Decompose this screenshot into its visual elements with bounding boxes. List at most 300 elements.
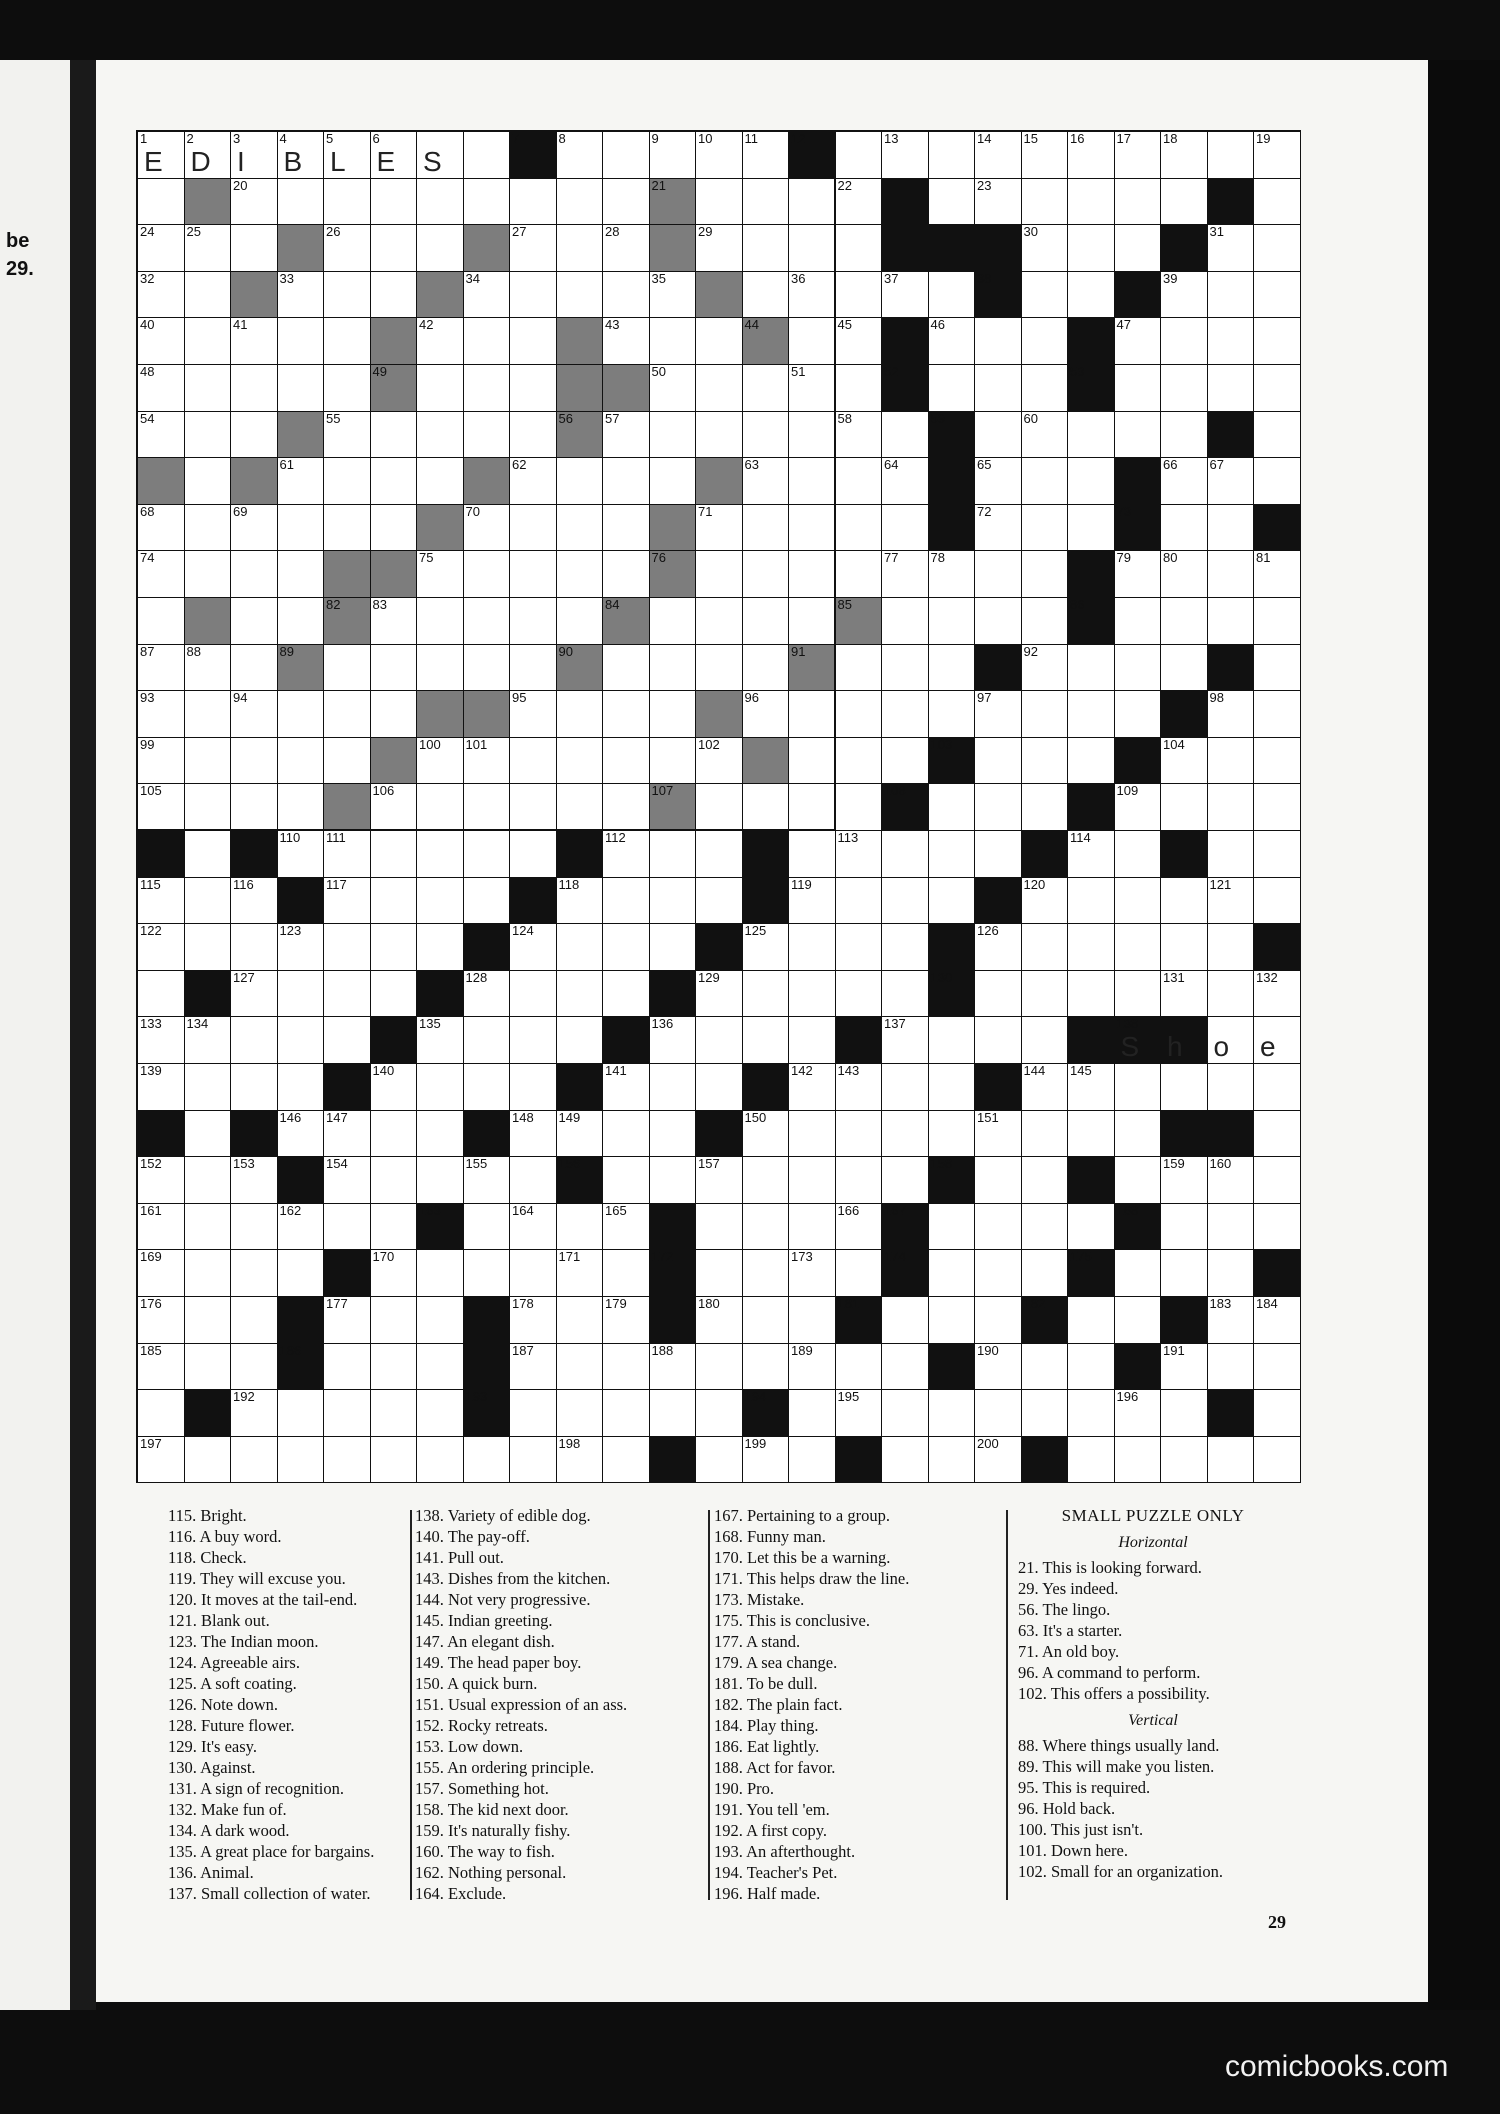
grid-cell[interactable] <box>836 225 883 272</box>
grid-cell[interactable] <box>603 551 650 598</box>
grid-cell[interactable] <box>138 784 185 831</box>
grid-cell[interactable] <box>371 1204 418 1251</box>
grid-cell[interactable] <box>371 598 418 645</box>
grid-cell[interactable] <box>1161 971 1208 1018</box>
grid-cell[interactable] <box>417 1297 464 1344</box>
grid-cell[interactable] <box>1115 924 1162 971</box>
grid-cell[interactable] <box>836 691 883 738</box>
grid-cell[interactable] <box>138 1437 185 1484</box>
grid-cell[interactable] <box>696 505 743 552</box>
grid-cell[interactable] <box>1022 551 1069 598</box>
grid-cell[interactable] <box>510 551 557 598</box>
grid-cell[interactable] <box>1161 318 1208 365</box>
grid-cell[interactable] <box>836 1204 883 1251</box>
grid-cell[interactable] <box>417 1390 464 1437</box>
grid-cell[interactable] <box>603 1344 650 1391</box>
grid-cell[interactable] <box>278 179 325 226</box>
grid-cell[interactable] <box>975 1111 1022 1158</box>
grid-cell[interactable] <box>603 1390 650 1437</box>
grid-cell[interactable] <box>278 1017 325 1064</box>
grid-cell[interactable] <box>743 691 790 738</box>
grid-cell[interactable] <box>1208 225 1255 272</box>
grid-cell[interactable] <box>1161 365 1208 412</box>
grid-cell[interactable] <box>464 1017 511 1064</box>
grid-cell[interactable] <box>1115 1390 1162 1437</box>
grid-cell[interactable] <box>789 225 836 272</box>
grid-cell[interactable] <box>603 412 650 459</box>
grid-cell[interactable] <box>1208 1204 1255 1251</box>
grid-cell[interactable] <box>975 1204 1022 1251</box>
grid-cell[interactable] <box>975 1390 1022 1437</box>
grid-cell[interactable] <box>1115 645 1162 692</box>
grid-cell[interactable] <box>696 365 743 412</box>
grid-cell[interactable] <box>185 784 232 831</box>
grid-cell[interactable] <box>743 1111 790 1158</box>
grid-cell[interactable] <box>324 831 371 878</box>
grid-cell[interactable] <box>743 1344 790 1391</box>
grid-cell[interactable] <box>464 365 511 412</box>
grid-cell[interactable] <box>650 878 697 925</box>
grid-cell[interactable] <box>231 225 278 272</box>
grid-cell[interactable] <box>696 1437 743 1484</box>
grid-cell[interactable] <box>557 132 604 179</box>
grid-cell[interactable] <box>975 1344 1022 1391</box>
grid-cell[interactable] <box>464 878 511 925</box>
grid-cell[interactable] <box>882 272 929 319</box>
grid-cell[interactable] <box>185 551 232 598</box>
grid-cell[interactable] <box>417 738 464 785</box>
grid-cell[interactable] <box>836 505 883 552</box>
grid-cell[interactable] <box>371 1250 418 1297</box>
grid-cell[interactable] <box>882 924 929 971</box>
grid-cell[interactable] <box>138 272 185 319</box>
grid-cell[interactable] <box>510 1157 557 1204</box>
grid-cell[interactable] <box>836 645 883 692</box>
grid-cell[interactable] <box>278 971 325 1018</box>
grid-cell[interactable] <box>789 1111 836 1158</box>
grid-cell[interactable] <box>1254 1344 1301 1391</box>
grid-cell[interactable] <box>371 179 418 226</box>
grid-cell[interactable] <box>603 1111 650 1158</box>
grid-cell[interactable] <box>1022 691 1069 738</box>
grid-cell[interactable] <box>371 1344 418 1391</box>
grid-cell[interactable] <box>650 318 697 365</box>
grid-cell[interactable] <box>138 412 185 459</box>
grid-cell[interactable] <box>650 1111 697 1158</box>
grid-cell[interactable] <box>789 831 836 878</box>
grid-cell[interactable] <box>603 924 650 971</box>
grid-cell[interactable] <box>371 225 418 272</box>
grid-cell[interactable] <box>1254 1111 1301 1158</box>
grid-cell[interactable] <box>1115 1297 1162 1344</box>
grid-cell[interactable] <box>278 1437 325 1484</box>
grid-cell[interactable] <box>231 318 278 365</box>
grid-cell[interactable] <box>975 784 1022 831</box>
grid-cell[interactable] <box>185 738 232 785</box>
grid-cell[interactable] <box>1254 458 1301 505</box>
grid-cell[interactable] <box>1161 1250 1208 1297</box>
grid-cell[interactable] <box>278 831 325 878</box>
grid-cell[interactable] <box>510 1390 557 1437</box>
grid-cell[interactable] <box>696 971 743 1018</box>
grid-cell[interactable] <box>231 1204 278 1251</box>
grid-cell[interactable] <box>371 1111 418 1158</box>
grid-cell[interactable] <box>743 971 790 1018</box>
grid-cell[interactable] <box>929 645 976 692</box>
grid-cell[interactable] <box>371 924 418 971</box>
grid-cell[interactable] <box>138 551 185 598</box>
grid-cell[interactable] <box>743 1204 790 1251</box>
grid-cell[interactable] <box>185 1250 232 1297</box>
grid-cell[interactable] <box>1161 551 1208 598</box>
grid-cell[interactable] <box>696 179 743 226</box>
grid-cell[interactable] <box>557 225 604 272</box>
grid-cell[interactable] <box>510 505 557 552</box>
grid-cell[interactable] <box>417 1064 464 1111</box>
grid-cell[interactable] <box>231 132 278 179</box>
grid-cell[interactable] <box>138 878 185 925</box>
grid-cell[interactable] <box>138 1390 185 1437</box>
grid-cell[interactable] <box>929 598 976 645</box>
grid-cell[interactable] <box>743 225 790 272</box>
grid-cell[interactable] <box>371 1437 418 1484</box>
grid-cell[interactable] <box>696 1157 743 1204</box>
grid-cell[interactable] <box>1115 971 1162 1018</box>
grid-cell[interactable] <box>882 1344 929 1391</box>
grid-cell[interactable] <box>743 598 790 645</box>
grid-cell[interactable] <box>1208 1437 1255 1484</box>
grid-cell[interactable] <box>696 1297 743 1344</box>
grid-cell[interactable] <box>650 924 697 971</box>
grid-cell[interactable] <box>836 1390 883 1437</box>
grid-cell[interactable] <box>603 458 650 505</box>
grid-cell[interactable] <box>743 645 790 692</box>
grid-cell[interactable] <box>743 1297 790 1344</box>
grid-cell[interactable] <box>603 971 650 1018</box>
grid-cell[interactable] <box>836 179 883 226</box>
grid-cell[interactable] <box>371 1297 418 1344</box>
grid-cell[interactable] <box>1068 1437 1115 1484</box>
grid-cell[interactable] <box>1208 691 1255 738</box>
grid-cell[interactable] <box>650 691 697 738</box>
grid-cell[interactable] <box>464 598 511 645</box>
grid-cell[interactable] <box>138 1297 185 1344</box>
grid-cell[interactable] <box>138 924 185 971</box>
grid-cell[interactable] <box>324 225 371 272</box>
grid-cell[interactable] <box>789 738 836 785</box>
grid-cell[interactable] <box>789 1344 836 1391</box>
grid-cell[interactable] <box>324 318 371 365</box>
grid-cell[interactable] <box>650 365 697 412</box>
grid-cell[interactable] <box>1208 132 1255 179</box>
grid-cell[interactable] <box>324 645 371 692</box>
grid-cell[interactable] <box>464 831 511 878</box>
grid-cell[interactable] <box>278 924 325 971</box>
grid-cell[interactable] <box>882 831 929 878</box>
grid-cell[interactable] <box>278 784 325 831</box>
grid-cell[interactable] <box>789 971 836 1018</box>
grid-cell[interactable] <box>185 365 232 412</box>
grid-cell[interactable] <box>1254 225 1301 272</box>
grid-cell[interactable] <box>1115 318 1162 365</box>
grid-cell[interactable] <box>557 784 604 831</box>
grid-cell[interactable] <box>557 1390 604 1437</box>
grid-cell[interactable] <box>929 1111 976 1158</box>
grid-cell[interactable] <box>1022 365 1069 412</box>
grid-cell[interactable] <box>1254 1017 1301 1064</box>
grid-cell[interactable] <box>510 412 557 459</box>
grid-cell[interactable] <box>1161 924 1208 971</box>
grid-cell[interactable] <box>371 1157 418 1204</box>
grid-cell[interactable] <box>650 645 697 692</box>
grid-cell[interactable] <box>696 645 743 692</box>
grid-cell[interactable] <box>836 132 883 179</box>
grid-cell[interactable] <box>464 551 511 598</box>
grid-cell[interactable] <box>417 318 464 365</box>
grid-cell[interactable] <box>510 318 557 365</box>
grid-cell[interactable] <box>836 551 883 598</box>
grid-cell[interactable] <box>975 1157 1022 1204</box>
grid-cell[interactable] <box>836 1344 883 1391</box>
grid-cell[interactable] <box>231 412 278 459</box>
grid-cell[interactable] <box>743 784 790 831</box>
grid-cell[interactable] <box>417 1157 464 1204</box>
grid-cell[interactable] <box>185 1111 232 1158</box>
grid-cell[interactable] <box>1115 551 1162 598</box>
grid-cell[interactable] <box>324 505 371 552</box>
grid-cell[interactable] <box>185 1297 232 1344</box>
grid-cell[interactable] <box>185 1204 232 1251</box>
grid-cell[interactable] <box>696 132 743 179</box>
grid-cell[interactable] <box>417 412 464 459</box>
grid-cell[interactable] <box>1161 272 1208 319</box>
grid-cell[interactable] <box>464 784 511 831</box>
grid-cell[interactable] <box>324 412 371 459</box>
grid-cell[interactable] <box>1161 179 1208 226</box>
grid-cell[interactable] <box>557 551 604 598</box>
grid-cell[interactable] <box>603 738 650 785</box>
grid-cell[interactable] <box>557 505 604 552</box>
grid-cell[interactable] <box>510 1437 557 1484</box>
grid-cell[interactable] <box>603 505 650 552</box>
grid-cell[interactable] <box>789 691 836 738</box>
grid-cell[interactable] <box>185 1017 232 1064</box>
grid-cell[interactable] <box>464 179 511 226</box>
grid-cell[interactable] <box>975 458 1022 505</box>
grid-cell[interactable] <box>417 784 464 831</box>
grid-cell[interactable] <box>324 1390 371 1437</box>
grid-cell[interactable] <box>138 738 185 785</box>
grid-cell[interactable] <box>789 505 836 552</box>
grid-cell[interactable] <box>650 412 697 459</box>
grid-cell[interactable] <box>1115 225 1162 272</box>
grid-cell[interactable] <box>324 1204 371 1251</box>
grid-cell[interactable] <box>1254 412 1301 459</box>
grid-cell[interactable] <box>510 1064 557 1111</box>
grid-cell[interactable] <box>975 179 1022 226</box>
grid-cell[interactable] <box>324 365 371 412</box>
grid-cell[interactable] <box>510 924 557 971</box>
grid-cell[interactable] <box>696 1250 743 1297</box>
grid-cell[interactable] <box>882 1064 929 1111</box>
grid-cell[interactable] <box>836 878 883 925</box>
grid-cell[interactable] <box>1022 318 1069 365</box>
grid-cell[interactable] <box>1068 691 1115 738</box>
grid-cell[interactable] <box>836 831 883 878</box>
grid-cell[interactable] <box>557 1111 604 1158</box>
grid-cell[interactable] <box>882 1437 929 1484</box>
grid-cell[interactable] <box>278 691 325 738</box>
grid-cell[interactable] <box>1208 458 1255 505</box>
grid-cell[interactable] <box>789 598 836 645</box>
grid-cell[interactable] <box>324 1017 371 1064</box>
grid-cell[interactable] <box>1254 691 1301 738</box>
grid-cell[interactable] <box>1068 412 1115 459</box>
grid-cell[interactable] <box>464 645 511 692</box>
grid-cell[interactable] <box>1161 645 1208 692</box>
grid-cell[interactable] <box>743 132 790 179</box>
grid-cell[interactable] <box>929 132 976 179</box>
grid-cell[interactable] <box>185 645 232 692</box>
grid-cell[interactable] <box>557 1204 604 1251</box>
grid-cell[interactable] <box>1254 179 1301 226</box>
grid-cell[interactable] <box>603 831 650 878</box>
grid-cell[interactable] <box>650 132 697 179</box>
grid-cell[interactable] <box>929 878 976 925</box>
grid-cell[interactable] <box>138 1157 185 1204</box>
grid-cell[interactable] <box>929 551 976 598</box>
grid-cell[interactable] <box>278 365 325 412</box>
grid-cell[interactable] <box>231 1064 278 1111</box>
grid-cell[interactable] <box>1068 924 1115 971</box>
grid-cell[interactable] <box>603 878 650 925</box>
grid-cell[interactable] <box>324 132 371 179</box>
grid-cell[interactable] <box>1254 971 1301 1018</box>
grid-cell[interactable] <box>836 1064 883 1111</box>
grid-cell[interactable] <box>603 1157 650 1204</box>
grid-cell[interactable] <box>464 1437 511 1484</box>
grid-cell[interactable] <box>882 458 929 505</box>
grid-cell[interactable] <box>1254 1437 1301 1484</box>
grid-cell[interactable] <box>231 1017 278 1064</box>
grid-cell[interactable] <box>231 971 278 1018</box>
grid-cell[interactable] <box>743 458 790 505</box>
grid-cell[interactable] <box>929 179 976 226</box>
grid-cell[interactable] <box>929 1437 976 1484</box>
grid-cell[interactable] <box>1115 1064 1162 1111</box>
grid-cell[interactable] <box>789 551 836 598</box>
grid-cell[interactable] <box>743 1250 790 1297</box>
grid-cell[interactable] <box>324 272 371 319</box>
grid-cell[interactable] <box>464 412 511 459</box>
grid-cell[interactable] <box>371 272 418 319</box>
grid-cell[interactable] <box>231 1344 278 1391</box>
grid-cell[interactable] <box>1115 1111 1162 1158</box>
grid-cell[interactable] <box>929 1250 976 1297</box>
grid-cell[interactable] <box>557 598 604 645</box>
grid-cell[interactable] <box>836 924 883 971</box>
grid-cell[interactable] <box>278 598 325 645</box>
grid-cell[interactable] <box>1022 1111 1069 1158</box>
grid-cell[interactable] <box>1022 272 1069 319</box>
grid-cell[interactable] <box>1068 1111 1115 1158</box>
grid-cell[interactable] <box>603 272 650 319</box>
grid-cell[interactable] <box>417 179 464 226</box>
grid-cell[interactable] <box>603 645 650 692</box>
grid-cell[interactable] <box>696 598 743 645</box>
grid-cell[interactable] <box>1022 1064 1069 1111</box>
grid-cell[interactable] <box>743 551 790 598</box>
grid-cell[interactable] <box>557 691 604 738</box>
grid-cell[interactable] <box>1068 505 1115 552</box>
grid-cell[interactable] <box>1022 1204 1069 1251</box>
grid-cell[interactable] <box>1068 1344 1115 1391</box>
grid-cell[interactable] <box>1115 179 1162 226</box>
grid-cell[interactable] <box>1161 412 1208 459</box>
grid-cell[interactable] <box>138 505 185 552</box>
grid-cell[interactable] <box>603 784 650 831</box>
grid-cell[interactable] <box>1068 831 1115 878</box>
grid-cell[interactable] <box>696 1064 743 1111</box>
grid-cell[interactable] <box>185 691 232 738</box>
grid-cell[interactable] <box>836 458 883 505</box>
grid-cell[interactable] <box>464 1157 511 1204</box>
grid-cell[interactable] <box>603 225 650 272</box>
grid-cell[interactable] <box>231 691 278 738</box>
grid-cell[interactable] <box>324 1344 371 1391</box>
grid-cell[interactable] <box>696 551 743 598</box>
grid-cell[interactable] <box>185 505 232 552</box>
grid-cell[interactable] <box>1068 458 1115 505</box>
grid-cell[interactable] <box>231 598 278 645</box>
grid-cell[interactable] <box>1208 878 1255 925</box>
grid-cell[interactable] <box>371 1390 418 1437</box>
grid-cell[interactable] <box>1254 318 1301 365</box>
grid-cell[interactable] <box>557 738 604 785</box>
grid-cell[interactable] <box>603 179 650 226</box>
grid-cell[interactable] <box>417 365 464 412</box>
grid-cell[interactable] <box>882 971 929 1018</box>
grid-cell[interactable] <box>185 1064 232 1111</box>
grid-cell[interactable] <box>789 878 836 925</box>
grid-cell[interactable] <box>929 1297 976 1344</box>
grid-cell[interactable] <box>231 551 278 598</box>
grid-cell[interactable] <box>510 458 557 505</box>
grid-cell[interactable] <box>1161 1064 1208 1111</box>
grid-cell[interactable] <box>324 458 371 505</box>
grid-cell[interactable] <box>557 1250 604 1297</box>
grid-cell[interactable] <box>557 272 604 319</box>
grid-cell[interactable] <box>789 784 836 831</box>
grid-cell[interactable] <box>789 1017 836 1064</box>
grid-cell[interactable] <box>138 1017 185 1064</box>
grid-cell[interactable] <box>510 738 557 785</box>
grid-cell[interactable] <box>1208 738 1255 785</box>
grid-cell[interactable] <box>789 924 836 971</box>
grid-cell[interactable] <box>603 1204 650 1251</box>
grid-cell[interactable] <box>1254 365 1301 412</box>
grid-cell[interactable] <box>324 738 371 785</box>
grid-cell[interactable] <box>371 412 418 459</box>
grid-cell[interactable] <box>464 505 511 552</box>
grid-cell[interactable] <box>1068 738 1115 785</box>
grid-cell[interactable] <box>1068 1297 1115 1344</box>
grid-cell[interactable] <box>743 505 790 552</box>
grid-cell[interactable] <box>185 831 232 878</box>
grid-cell[interactable] <box>231 924 278 971</box>
grid-cell[interactable] <box>1254 1157 1301 1204</box>
grid-cell[interactable] <box>975 831 1022 878</box>
